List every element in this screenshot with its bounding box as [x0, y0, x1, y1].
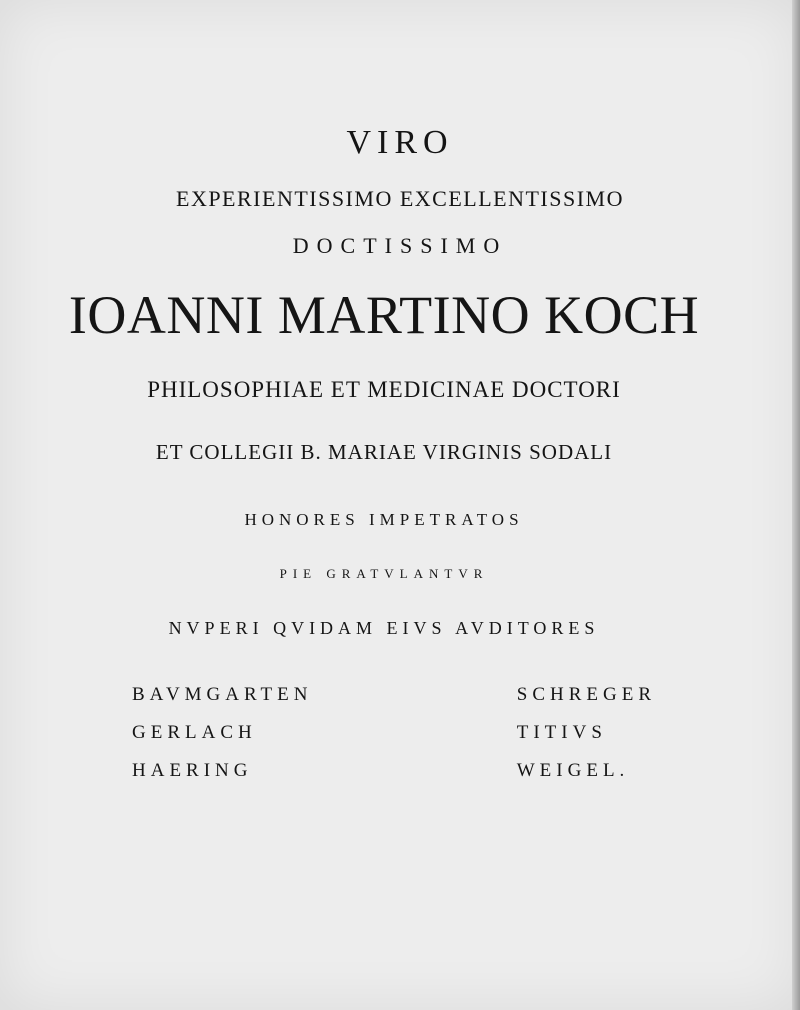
- signatory-name: BAVMGARTEN: [132, 684, 313, 705]
- signatory-name: WEIGEL.: [516, 760, 630, 781]
- signatory-name: HAERING: [132, 760, 253, 781]
- dedication-line-viro: VIRO: [346, 124, 454, 161]
- signatories-left-column: [132, 676, 312, 790]
- gratulantur-line: PIE GRATVLANTVR: [279, 566, 489, 581]
- dedication-line-doctissimo: DOCTISSIMO: [292, 233, 508, 258]
- honores-line: HONORES IMPETRATOS: [244, 510, 524, 529]
- honoree-name: IOANNI MARTINO KOCH: [68, 285, 700, 345]
- signatories-right-column: [517, 676, 656, 790]
- auditores-line: NVPERI QVIDAM EIVS AVDITORES: [168, 618, 600, 638]
- signatory-name: GERLACH: [132, 722, 257, 743]
- honoree-title-1: PHILOSOPHIAE ET MEDICINAE DOCTORI: [147, 377, 621, 402]
- signatory-name: TITIVS: [516, 722, 607, 743]
- signatories: [132, 676, 692, 790]
- honoree-title-2: ET COLLEGII B. MARIAE VIRGINIS SODALI: [155, 440, 613, 464]
- dedication-line-epithets: EXPERIENTISSIMO EXCELLENTISSIMO: [176, 186, 624, 211]
- signatory-name: SCHREGER: [516, 684, 656, 705]
